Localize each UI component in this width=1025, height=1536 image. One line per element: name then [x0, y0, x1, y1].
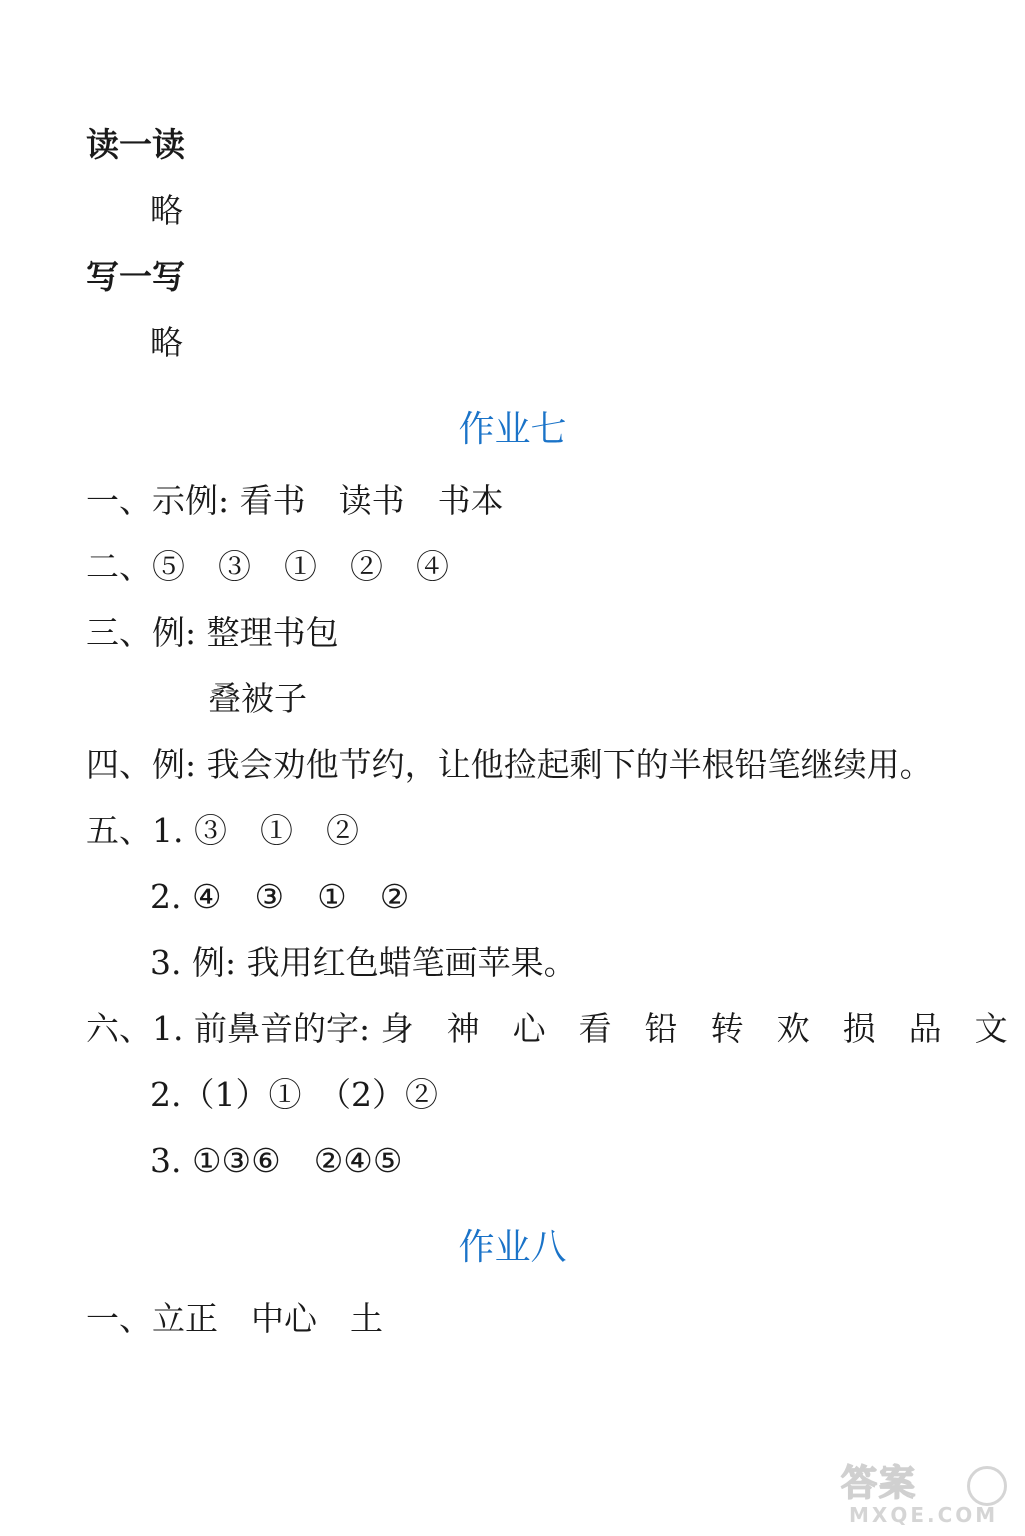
hw7-question-5-1: 五、1. ③ ① ②: [86, 811, 359, 850]
hw7-question-6-3: 3. ①③⑥ ②④⑤: [150, 1141, 403, 1180]
hw7-question-1: 一、示例: 看书 读书 书本: [86, 481, 504, 520]
read-heading: 读一读: [86, 125, 185, 164]
hw7-question-5-3: 3. 例: 我用红色蜡笔画苹果。: [150, 943, 577, 982]
watermark-logo: [841, 1464, 1011, 1528]
hw7-question-6-1: 六、1. 前鼻音的字: 身 神 心 看 铅 转 欢 损 品 文: [86, 1009, 1008, 1048]
hw7-question-4: 四、例: 我会劝他节约，让他捡起剩下的半根铅笔继续用。: [86, 745, 933, 784]
hw7-question-2: 二、⑤ ③ ① ② ④: [86, 547, 449, 586]
hw8-question-1: 一、立正 中心 土: [86, 1299, 383, 1338]
read-answer: 略: [150, 191, 183, 230]
hw7-question-5-2: 2. ④ ③ ① ②: [150, 877, 410, 916]
homework7-title: 作业七: [458, 409, 567, 450]
homework8-title: 作业八: [458, 1227, 567, 1268]
hw7-question-6-2: 2.（1）① （2）②: [150, 1075, 438, 1114]
watermark-bottom-text: MXQE.COM: [849, 1503, 999, 1527]
watermark-top-text: 答案: [841, 1463, 918, 1504]
hw7-question-3-line1: 三、例: 整理书包: [86, 613, 339, 652]
write-heading: 写一写: [86, 257, 185, 296]
hw7-question-3-line2: 叠被子: [208, 679, 307, 718]
write-answer: 略: [150, 323, 183, 362]
watermark-badge-icon: [967, 1466, 1007, 1506]
